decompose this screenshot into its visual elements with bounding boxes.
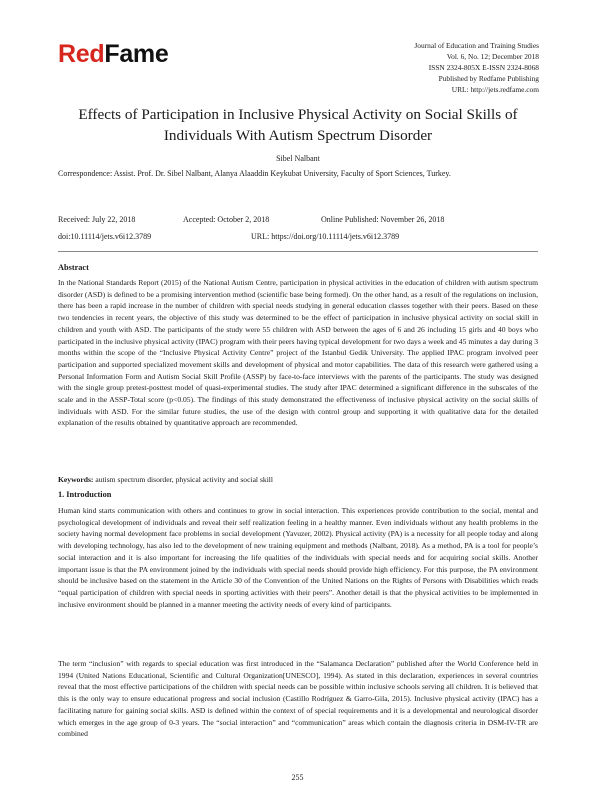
doi[interactable]: doi:10.11114/jets.v6i12.3789 bbox=[58, 232, 152, 241]
correspondence: Correspondence: Assist. Prof. Dr. Sibel Nalbant, Alanya Alaaddin Keykubat University, Faculty of Sport Sciences, Turkey. bbox=[58, 169, 451, 178]
divider bbox=[58, 251, 538, 252]
keywords-label: Keywords: bbox=[58, 475, 94, 484]
logo-red-part: Red bbox=[58, 40, 105, 68]
article-title: Effects of Participation in Inclusive Physical Activity on Social Skills of Individuals With Autism Spectrum Disorder bbox=[78, 106, 518, 144]
intro-paragraph-2: The term “inclusion” with regards to special education was first introduced in the “Salamanca Declaration” published after the World Conference held in 1994 (United Nations Educational, Scientific and Cultural Organization[UNESCO], 1994). As stated in this declaration, experiences in several countries reveal that the most effective participations of the children with special needs can be possible within inclusive schools serving all children. It is believed that this is the only way to ensure educational progress and social inclusion (Castillo Rodríguez & Garro-Gila, 2015). Inclusive physical activity (IPAC) has a facilitating nature for gaining social skills. ASD is defined within the context of of special requirements and it is a developmental and neurological disorder which emerges in the age group of 0-3 years. The “social interaction” and “communication” areas which contain the diagnosis criteria in DSM-IV-TR are combined bbox=[58, 659, 538, 739]
received-date: Received: July 22, 2018 bbox=[58, 215, 136, 224]
logo-black-part: Fame bbox=[104, 40, 169, 68]
keywords-text: autism spectrum disorder, physical activity and social skill bbox=[93, 475, 274, 484]
doi-url[interactable]: URL: https://doi.org/10.11114/jets.v6i12.3789 bbox=[251, 232, 400, 241]
page-number: 255 bbox=[291, 773, 304, 782]
journal-info bbox=[414, 40, 539, 95]
intro-paragraph-1: Human kind starts communication with others and continues to grow in social interaction. This experiences provide contribution to the social, mental and psychological development of individuals and reveal their self realization feeling in a healthy manner. Even individuals without any health problems in the society having normal development face problems in social development (Yavuzer, 2002). Physical activity (PA) is a necessity for all people today and along with developing technology, has also led to the development of new training equipment and methods (Nalbant, 2018). As a method, PA is a tool for people’s social interaction and it is also important for increasing the life qualities of the individuals with special needs and for acquiring social skills. Another important issue is that the PA environment joined by the individuals with special needs should provide high efficiency. For this purpose, the PA environment should be inclusive based on the statement in the Article 30 of the Convention of the United Nations on the Rights of Persons with Disabilities which reads “equal participation of children with special needs in sporting activities with their peers”. Another detail is that the physical activities to be implemented in inclusive environment should be planned in a manner meeting the activity needs of every kind of participants. bbox=[58, 506, 538, 609]
journal-name: Journal of Education and Training Studies bbox=[414, 41, 539, 50]
abstract-text: In the National Standards Report (2015) of the National Autism Centre, participation in physical activities in the education of children with autism spectrum disorder (ASD) is defined to be a promising intervention method (scientific base being formed). On the other hand, as a result of the regulations on inclusion, there has been a rapid increase in the number of children with special needs studying in general education classes together with their peers. Based on these two tendencies in recent years, the objective of this study was determined to be the effect of participation in inclusive physical activity on social skill in children and youth with ASD. The participants of the study were 55 children with ASD between the ages of 6 and 26 including 15 girls and 40 boys who participated in the inclusive physical activity (IPAC) program with their peers having typical development for two days a week and 45 minutes a day during 3 months within the scope of the “Inclusive Physical Activity Centre” project of the Istanbul Gedik University. The applied IPAC program involved peer participation and supported specialized movement skills and development of physical and motor capabilities. The data of this research were gathered using a Personal Information Form and Autism Social Skill Profile (ASSP) by face-to-face interviews with the parents of the participants. The study was designed with the single group pretest-posttest model of quasi-experimental studies. The study after IPAC determined a significant difference in the subscales of the scale and in the ASSP-Total score (p<0.05). The findings of this study demonstrated the effectiveness of inclusive physical activity on the social skills of individuals with ASD. For the similar future studies, the use of the design with control group and supporting it with qualitative data for the detailed explanation of the results obtained by quantitative approach are recommended. bbox=[58, 278, 538, 428]
keywords bbox=[58, 474, 538, 486]
journal-publisher: Published by Redfame Publishing bbox=[438, 74, 539, 83]
article-author: Sibel Nalbant bbox=[276, 154, 320, 163]
journal-volume: Vol. 6, No. 12; December 2018 bbox=[446, 52, 539, 61]
published-date: Online Published: November 26, 2018 bbox=[321, 215, 445, 224]
accepted-date: Accepted: October 2, 2018 bbox=[183, 215, 270, 224]
introduction-heading: 1. Introduction bbox=[58, 490, 112, 499]
journal-url[interactable]: URL: http://jets.redfame.com bbox=[451, 85, 539, 94]
redfame-logo bbox=[58, 42, 168, 67]
journal-issn: ISSN 2324-805X E-ISSN 2324-8068 bbox=[428, 63, 539, 72]
abstract-heading: Abstract bbox=[58, 263, 89, 272]
